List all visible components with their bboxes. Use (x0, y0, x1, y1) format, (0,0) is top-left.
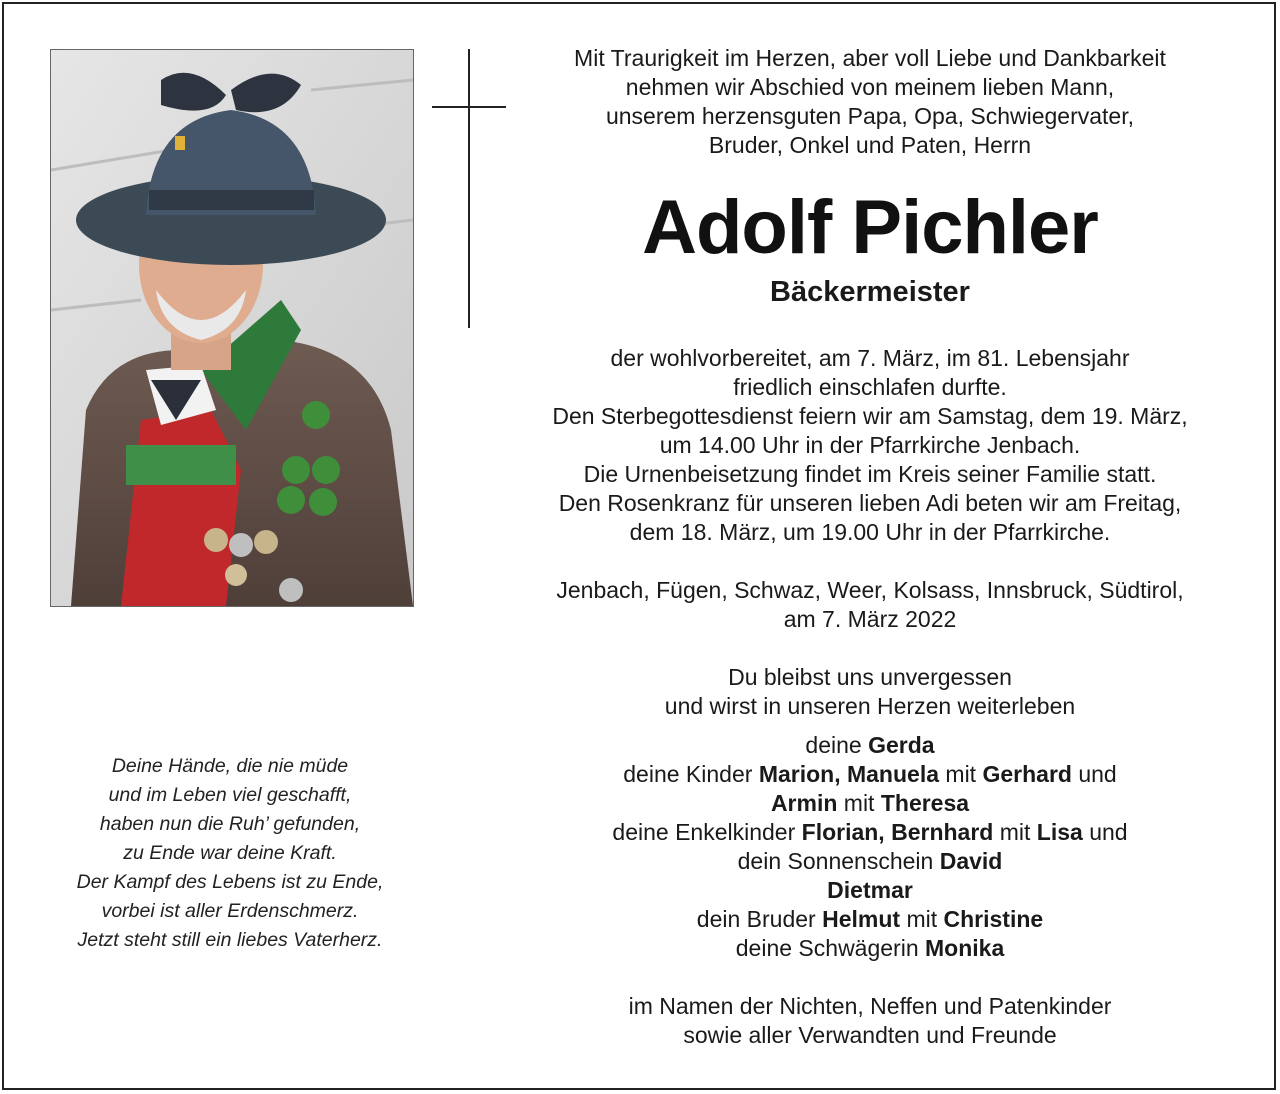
date-line: am 7. März 2022 (783, 606, 957, 632)
announcement-line: Die Urnenbeisetzung findet im Kreis seiner Familie statt. (583, 461, 1157, 487)
announcement-block (474, 344, 1266, 547)
poem-block (34, 752, 426, 955)
intro-line: Mit Traurigkeit im Herzen, aber voll Liebe und Dankbarkeit (574, 45, 1166, 71)
family-member-name: Helmut (822, 906, 901, 932)
family-member-name: Theresa (880, 790, 970, 816)
poem-line: vorbei ist aller Erdenschmerz. (101, 900, 359, 922)
family-line (474, 731, 1266, 760)
family-line (474, 876, 1266, 905)
family-line (474, 760, 1266, 789)
intro-line: Bruder, Onkel und Paten, Herrn (708, 132, 1032, 158)
deceased-profession: Bäckermeister (770, 276, 970, 308)
family-line (474, 818, 1266, 847)
intro-block (474, 44, 1266, 160)
family-member-name: Gerhard (982, 761, 1072, 787)
poem-line: zu Ende war deine Kraft. (123, 842, 337, 864)
announcement-line: um 14.00 Uhr in der Pfarrkirche Jenbach. (659, 432, 1081, 458)
announcement-line: dem 18. März, um 19.00 Uhr in der Pfarrkirche. (629, 519, 1111, 545)
family-relation-text: mit (900, 906, 944, 932)
family-block (474, 731, 1266, 963)
family-relation-text: mit (837, 790, 881, 816)
family-member-name: Marion, Manuela (758, 761, 940, 787)
intro-line: unserem herzensguten Papa, Opa, Schwiegervater, (605, 103, 1135, 129)
announcement-line: Den Rosenkranz für unseren lieben Adi beten wir am Freitag, (558, 490, 1182, 516)
family-member-name: David (939, 848, 1003, 874)
family-line (474, 934, 1266, 963)
family-member-name: Florian, Bernhard (801, 819, 994, 845)
remembrance-line: Du bleibst uns unvergessen (728, 664, 1012, 690)
closing-line: sowie aller Verwandten und Freunde (683, 1022, 1057, 1048)
portrait-image (51, 50, 413, 606)
family-relation-text: und (1071, 761, 1117, 787)
place-line: Jenbach, Fügen, Schwaz, Weer, Kolsass, Innsbruck, Südtirol, (556, 577, 1184, 603)
family-relation-text: mit (993, 819, 1037, 845)
family-relation-text: deine Kinder (623, 761, 759, 787)
announcement-line: Den Sterbegottesdienst feiern wir am Samstag, dem 19. März, (552, 403, 1188, 429)
family-relation-text: deine (805, 732, 869, 758)
announcement-line: friedlich einschlafen durfte. (733, 374, 1007, 400)
family-member-name: Lisa (1036, 819, 1083, 845)
cross-vertical-bar (468, 49, 470, 328)
family-member-name: Monika (925, 935, 1005, 961)
family-line (474, 847, 1266, 876)
obituary-frame (2, 2, 1276, 1090)
family-line (474, 789, 1266, 818)
family-member-name: Gerda (868, 732, 935, 758)
remembrance-block (474, 663, 1266, 721)
family-member-name: Christine (943, 906, 1044, 932)
closing-line: im Namen der Nichten, Neffen und Patenkinder (628, 993, 1112, 1019)
family-relation-text: und (1082, 819, 1128, 845)
closing-block (474, 992, 1266, 1050)
family-member-name: Dietmar (827, 877, 913, 903)
place-date-block (474, 576, 1266, 634)
family-relation-text: deine Schwägerin (735, 935, 925, 961)
family-relation-text: dein Bruder (696, 906, 823, 932)
family-member-name: Armin (770, 790, 838, 816)
poem-line: Jetzt steht still ein liebes Vaterherz. (77, 929, 383, 951)
poem-line: haben nun die Ruh’ gefunden, (99, 813, 361, 835)
poem-line: Deine Hände, die nie müde (111, 755, 349, 777)
poem-line: Der Kampf des Lebens ist zu Ende, (76, 871, 384, 893)
obituary-text (474, 44, 1266, 1050)
remembrance-line: und wirst in unseren Herzen weiterleben (664, 693, 1076, 719)
announcement-line: der wohlvorbereitet, am 7. März, im 81. Lebensjahr (610, 345, 1130, 371)
intro-line: nehmen wir Abschied von meinem lieben Mann, (625, 74, 1115, 100)
poem-line: und im Leben viel geschafft, (108, 784, 352, 806)
deceased-name: Adolf Pichler (642, 185, 1098, 270)
family-relation-text: deine Enkelkinder (612, 819, 802, 845)
family-relation-text: mit (939, 761, 983, 787)
family-relation-text: dein Sonnenschein (737, 848, 940, 874)
family-line (474, 905, 1266, 934)
portrait-photo (50, 49, 414, 607)
